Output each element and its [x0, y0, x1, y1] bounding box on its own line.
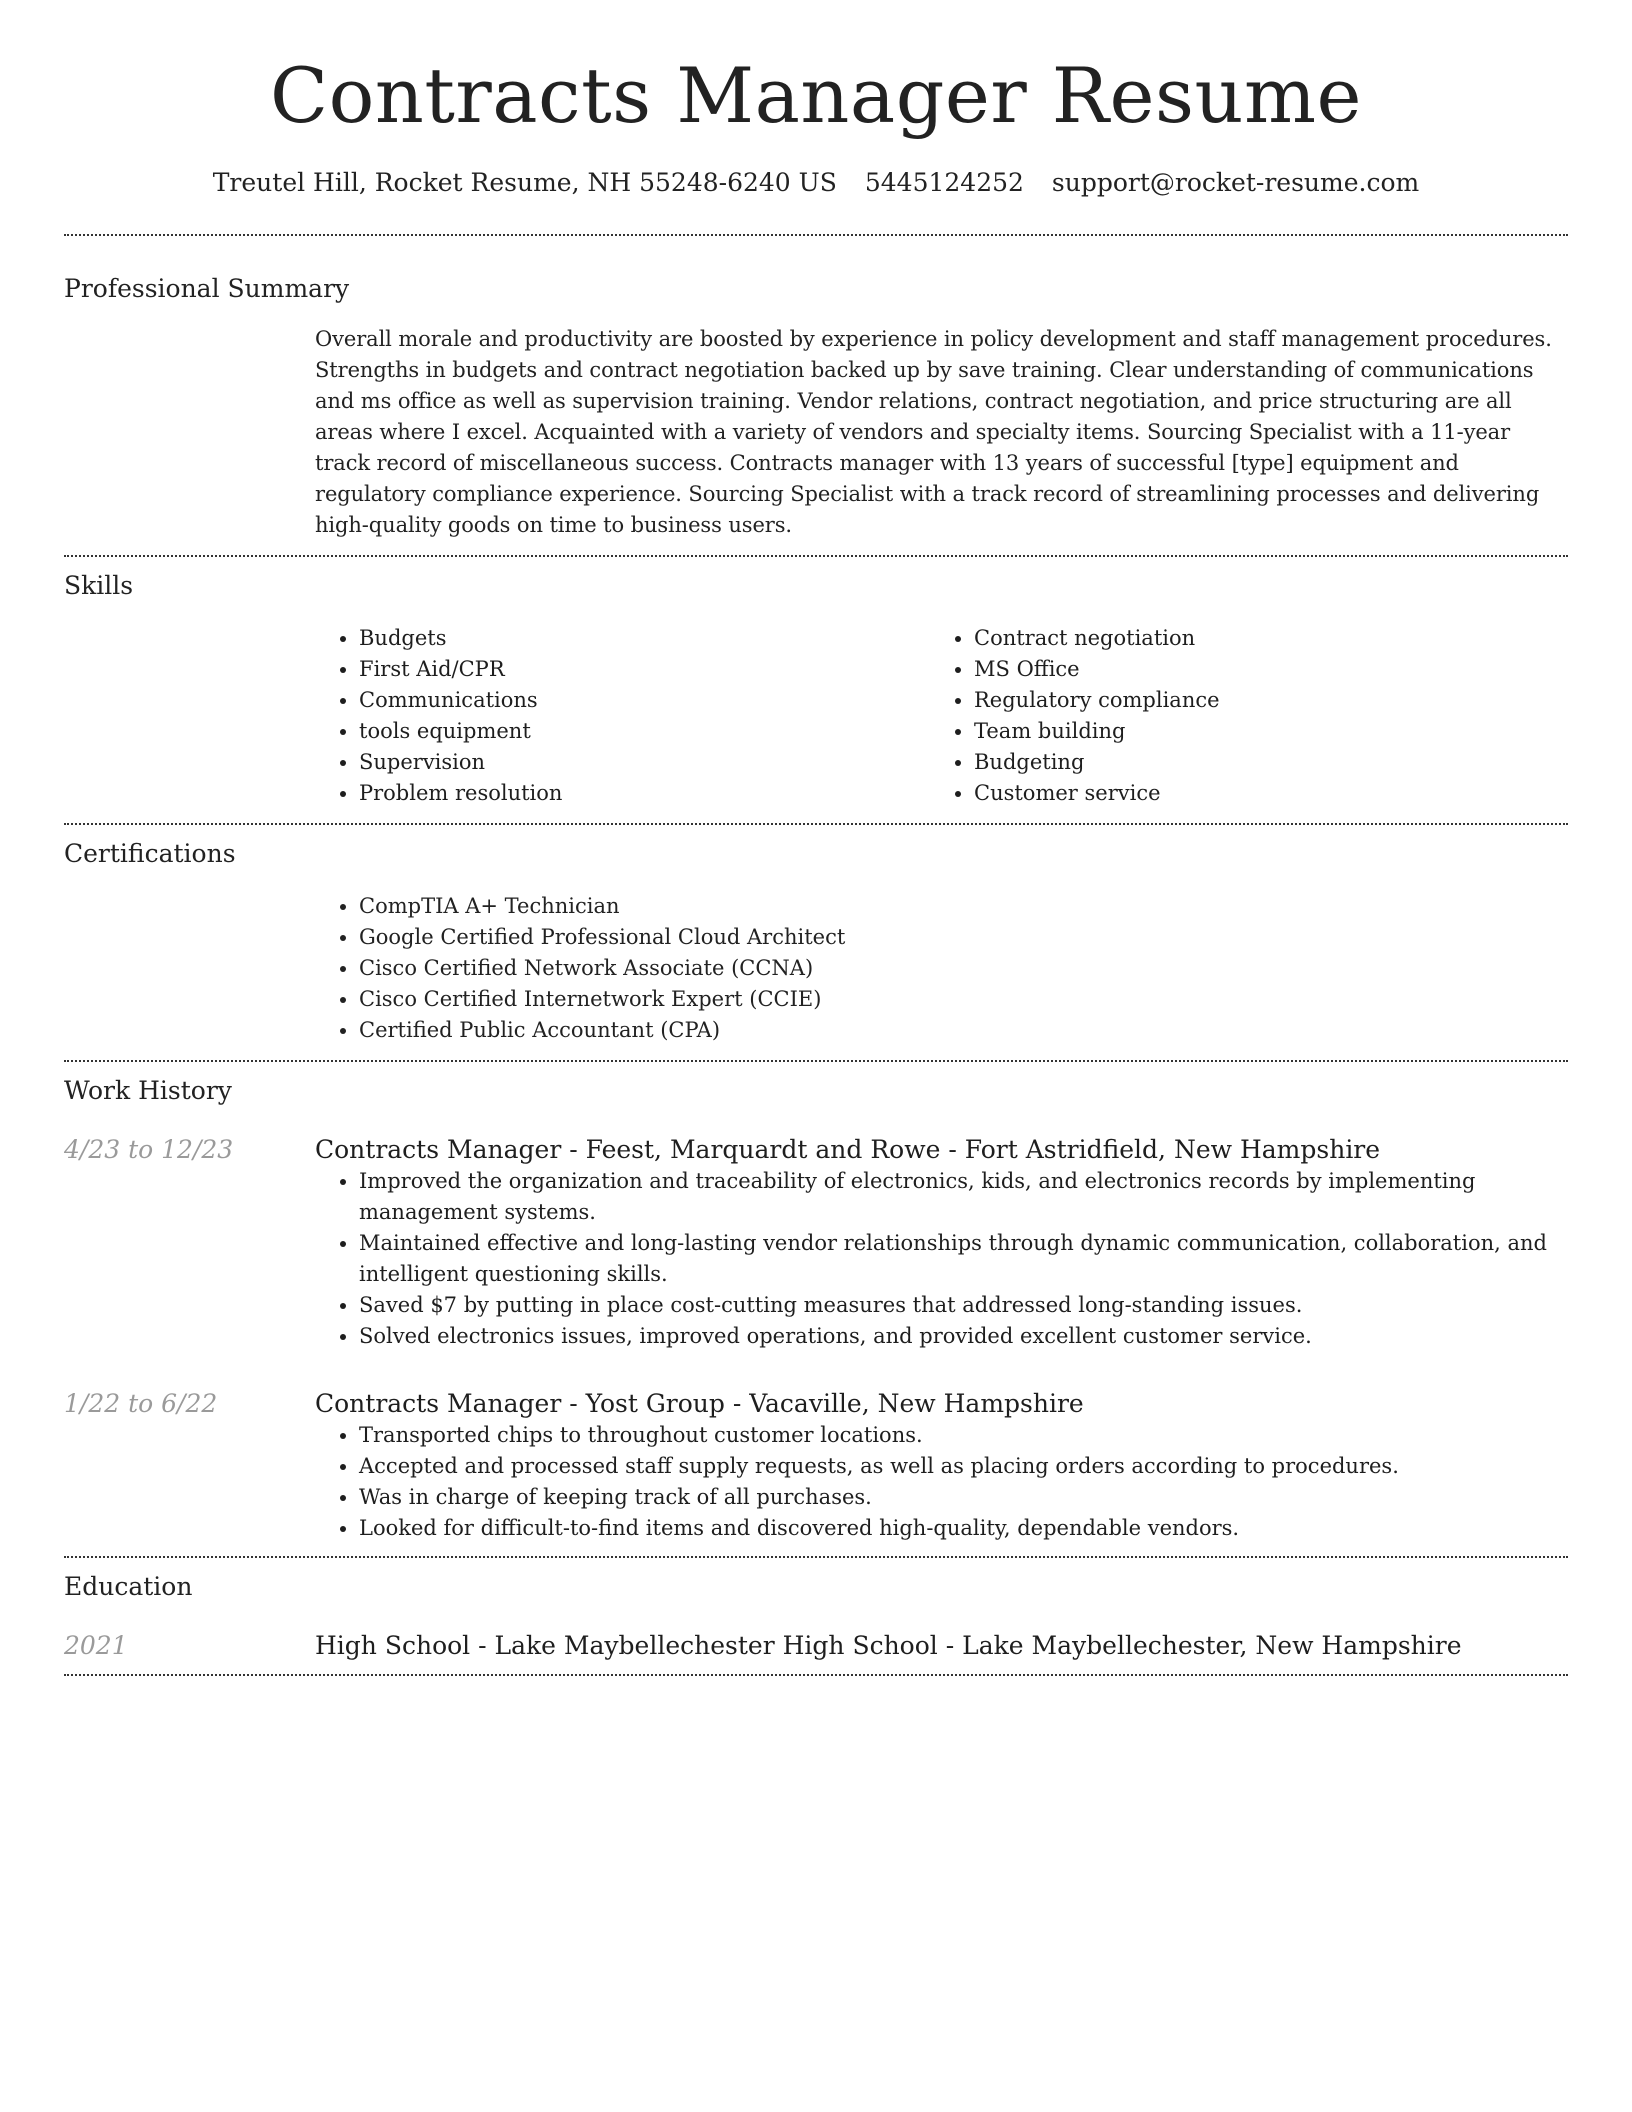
contact-address: Treutel Hill, Rocket Resume, NH 55248-6240 US — [212, 168, 837, 197]
skill-item: • Budgeting — [974, 747, 1545, 778]
contact-line — [64, 168, 1568, 198]
job-location: Vacaville, New Hampshire — [749, 1389, 1084, 1418]
work-history-heading: Work History — [64, 1076, 232, 1105]
job-heading — [315, 1388, 1568, 1420]
job-bullet: • Was in charge of keeping track of all purchases. — [359, 1482, 1568, 1513]
job-entry — [64, 1388, 1568, 1556]
summary-text: Overall morale and productivity are boosted by experience in policy development and staff management procedures. Strengths in budgets and contract negotiation backed up by save training. Clear understanding of communications and ms office as well as supervision training. Vendor relations, contract negotiation, and price structuring are all areas where I excel. Acquainted with a variety of vendors and specialty items. Sourcing Specialist with a 11-year track record of miscellaneous success. Contracts manager with 13 years of successful [type] equipment and regulatory compliance experience. Sourcing Specialist with a track record of streamlining processes and delivering high-quality goods on time to business users. — [315, 327, 1552, 537]
education-entry — [64, 1630, 1568, 1662]
job-role: Contracts Manager — [315, 1389, 562, 1418]
education-school: Lake Maybellechester High School — [494, 1631, 938, 1660]
heading-separator: - — [470, 1631, 495, 1660]
divider — [64, 823, 1568, 825]
heading-separator: - — [561, 1135, 586, 1164]
certifications-heading: Certifications — [64, 839, 236, 868]
job-body — [315, 1388, 1568, 1556]
job-body — [315, 1134, 1568, 1352]
job-bullets — [315, 1420, 1568, 1544]
job-bullet: • Saved $7 by putting in place cost-cutting measures that addressed long-standing issues. — [359, 1290, 1568, 1321]
divider — [64, 234, 1568, 236]
job-bullet: • Transported chips to throughout customer locations. — [359, 1420, 1568, 1451]
job-dates: 1/22 to 6/22 — [64, 1389, 218, 1418]
skill-item: • Problem resolution — [359, 778, 930, 809]
skill-item: • Team building — [974, 716, 1545, 747]
skill-item: • tools equipment — [359, 716, 930, 747]
resume-page — [64, 0, 1568, 1676]
skill-item: • Regulatory compliance — [974, 685, 1545, 716]
summary-heading: Professional Summary — [64, 274, 350, 303]
heading-separator: - — [940, 1135, 965, 1164]
job-bullet: • Looked for difficult-to-find items and discovered high-quality, dependable vendors. — [359, 1513, 1568, 1544]
skill-item: • Supervision — [359, 747, 930, 778]
certification-item: • CompTIA A+ Technician — [359, 891, 1568, 922]
certification-item: • Certified Public Accountant (CPA) — [359, 1015, 1568, 1046]
job-bullet: • Improved the organization and traceability of electronics, kids, and electronics records by implementing management systems. — [359, 1166, 1568, 1228]
skill-item: • Contract negotiation — [974, 623, 1545, 654]
divider — [64, 555, 1568, 557]
job-location: Fort Astridfield, New Hampshire — [964, 1135, 1381, 1164]
education-year: 2021 — [64, 1631, 128, 1660]
skill-item: • Budgets — [359, 623, 930, 654]
certification-item: • Google Certified Professional Cloud Architect — [359, 922, 1568, 953]
skills-column-left — [315, 623, 930, 809]
heading-separator: - — [724, 1389, 750, 1418]
skills-column-right — [930, 623, 1545, 809]
job-bullet: • Solved electronics issues, improved operations, and provided excellent customer service. — [359, 1321, 1568, 1352]
education-heading-line — [315, 1630, 1568, 1662]
education-location: Lake Maybellechester, New Hampshire — [962, 1631, 1462, 1660]
job-entry — [64, 1134, 1568, 1352]
job-company: Feest, Marquardt and Rowe — [585, 1135, 941, 1164]
skill-item: • Customer service — [974, 778, 1545, 809]
skills-heading: Skills — [64, 571, 134, 600]
education-body — [315, 1630, 1568, 1662]
job-dates: 4/23 to 12/23 — [64, 1135, 234, 1164]
skill-item: • MS Office — [974, 654, 1545, 685]
certifications-list — [315, 891, 1568, 1046]
job-bullets — [315, 1166, 1568, 1352]
skill-item: • First Aid/CPR — [359, 654, 930, 685]
certification-item: • Cisco Certified Network Associate (CCNA) — [359, 953, 1568, 984]
job-role: Contracts Manager — [315, 1135, 562, 1164]
job-bullet: • Accepted and processed staff supply requests, as well as placing orders according to procedures. — [359, 1451, 1568, 1482]
job-company: Yost Group — [585, 1389, 725, 1418]
resume-title: Contracts Manager Resume — [270, 51, 1362, 140]
job-heading — [315, 1134, 1568, 1166]
contact-phone: 5445124252 — [864, 168, 1024, 197]
education-heading: Education — [64, 1572, 193, 1601]
divider — [64, 1060, 1568, 1062]
education-degree: High School — [315, 1631, 471, 1660]
skill-item: • Communications — [359, 685, 930, 716]
divider — [64, 1556, 1568, 1558]
skills-grid — [315, 623, 1568, 809]
certification-item: • Cisco Certified Internetwork Expert (CCIE) — [359, 984, 1568, 1015]
heading-separator: - — [937, 1631, 963, 1660]
job-bullet: • Maintained effective and long-lasting vendor relationships through dynamic communication, collaboration, and intelligent questioning skills. — [359, 1228, 1568, 1290]
heading-separator: - — [561, 1389, 586, 1418]
contact-email: support@rocket-resume.com — [1051, 168, 1420, 197]
divider — [64, 1674, 1568, 1676]
